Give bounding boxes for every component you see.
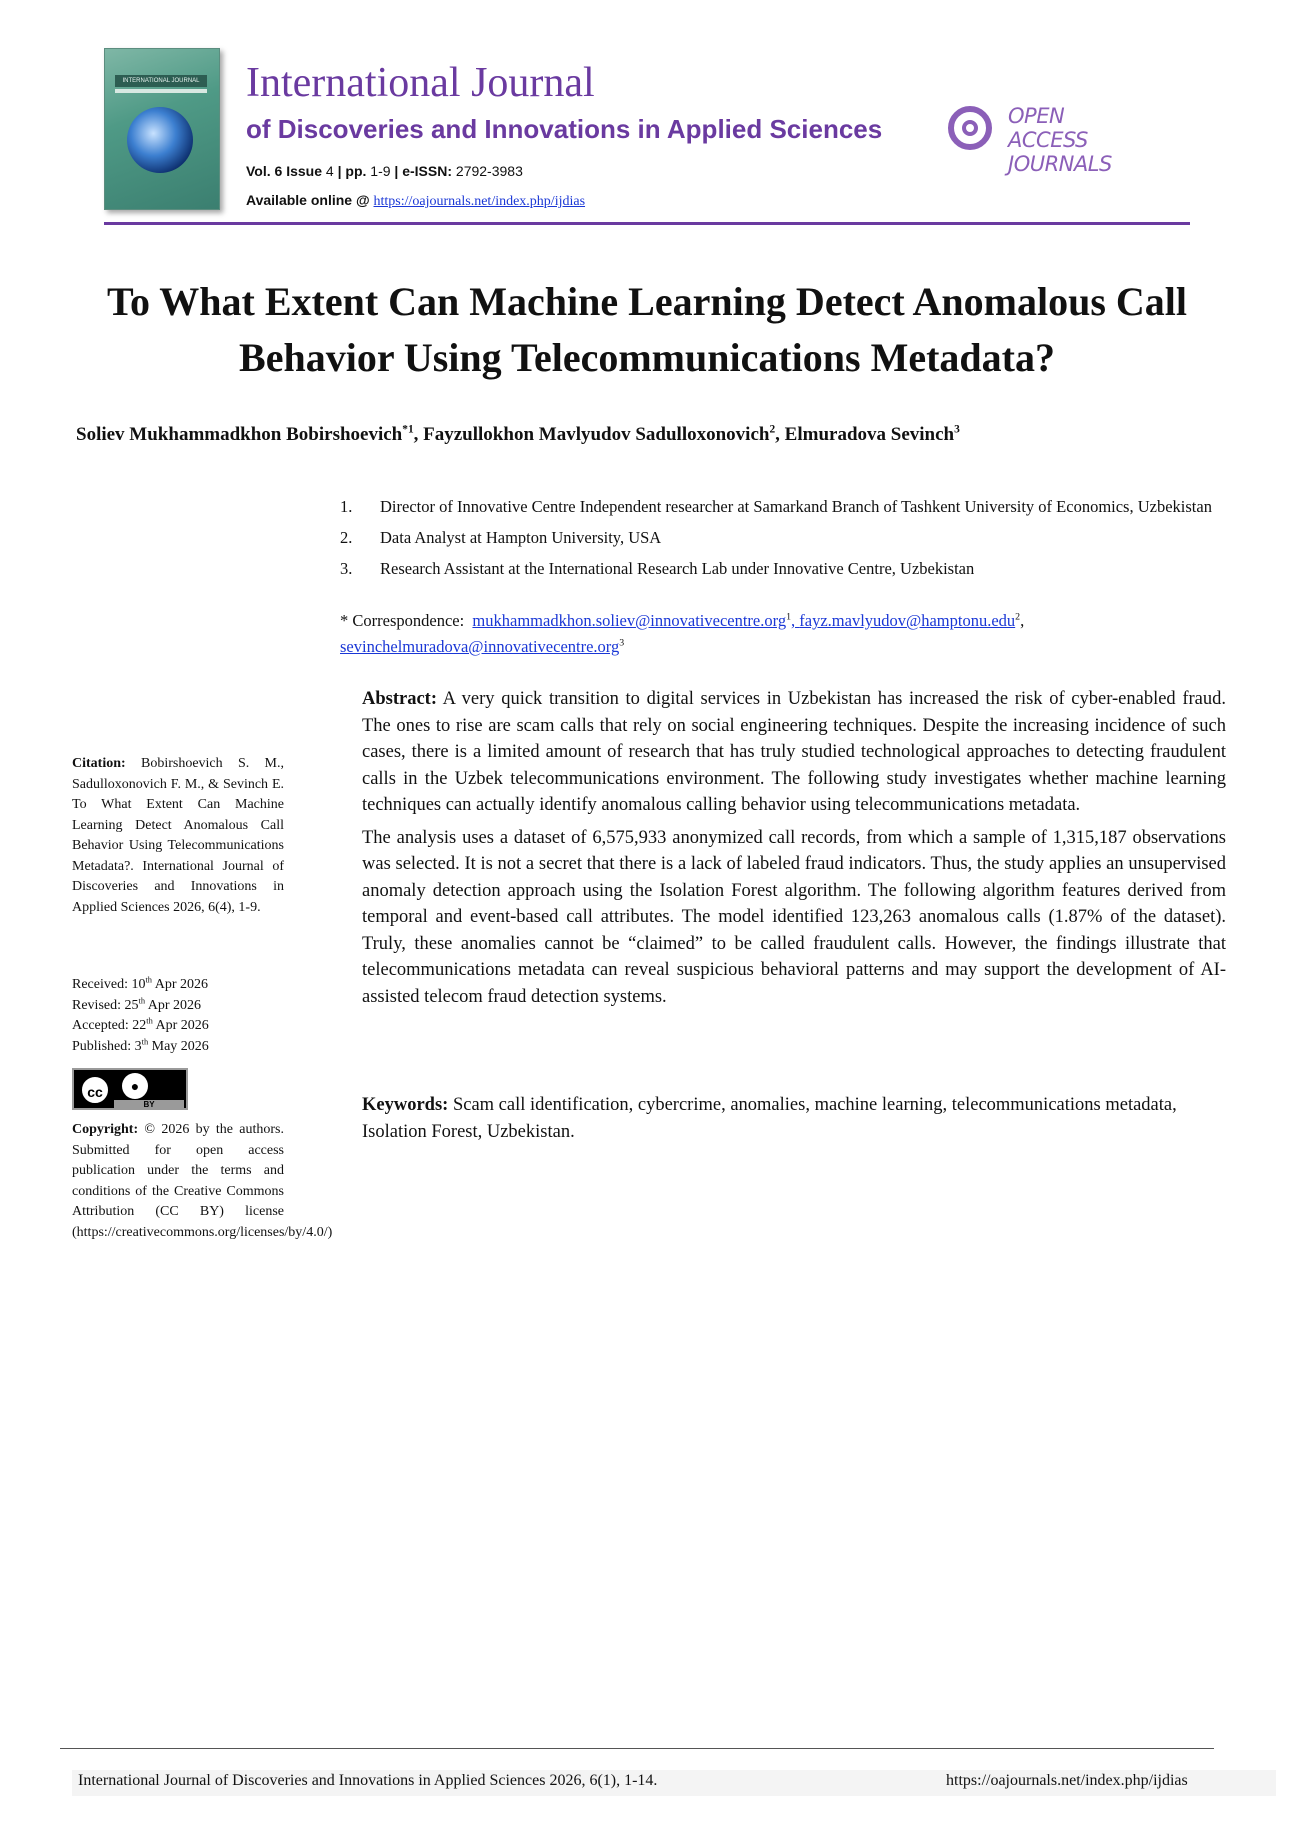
cc-icon: cc: [80, 1075, 110, 1105]
footer-url[interactable]: https://oajournals.net/index.php/ijdias: [946, 1772, 1188, 1789]
volume-info: Vol. 6 Issue 4 | pp. 1-9 | e-ISSN: 2792-3983: [246, 163, 523, 179]
cc-by-license-icon[interactable]: [72, 1068, 188, 1110]
citation-label: Citation:: [72, 756, 126, 771]
email-link[interactable]: fayz.mavlyudov@hamptonu.edu: [799, 611, 1016, 630]
affiliation-item: 1. Director of Innovative Centre Independent researcher at Samarkand Branch of Tashkent University of Economics, Uzbekistan: [340, 497, 1212, 516]
oa-line2: ACCESS JOURNALS: [1008, 128, 1112, 176]
author-name: Fayzullokhon Mavlyudov Sadulloxonovich: [423, 424, 770, 445]
abstract: [362, 686, 1226, 1016]
date-published: Published: 3th May 2026: [72, 1036, 209, 1054]
author-mark: 2: [769, 423, 776, 436]
citation-block: [72, 754, 284, 918]
affiliations: [340, 496, 1290, 589]
date-revised: Revised: 25th Apr 2026: [72, 995, 202, 1013]
journal-title: International Journal: [246, 60, 595, 106]
person-icon: ●: [122, 1073, 148, 1099]
eissn-label: e-ISSN:: [402, 163, 453, 179]
eissn: 2792-3983: [455, 163, 523, 179]
abstract-label: Abstract:: [362, 689, 438, 709]
author-name: Soliev Mukhammadkhon Bobirshoevich: [76, 424, 403, 445]
globe-icon: [127, 107, 193, 173]
date-received: Received: 10th Apr 2026: [72, 975, 208, 992]
footer-citation: International Journal of Discoveries and Innovations in Applied Sciences 2026, 6(1), 1-14.: [78, 1772, 658, 1789]
keywords: [362, 1092, 1226, 1145]
header-divider: [104, 222, 1190, 225]
copyright-block: [72, 1120, 333, 1243]
availability-line: [246, 192, 585, 210]
oa-ring-icon: [948, 106, 992, 150]
author-mark: 3: [954, 423, 960, 436]
affiliation-item: 2. Data Analyst at Hampton University, USA: [340, 528, 662, 547]
open-access-logo: [948, 100, 1178, 176]
copyright-text: © 2026 by the authors. Submitted for open access publication under the terms and conditions of the Creative Commons Attribution (CC BY) license (https://creativecommons.org/licenses/by/4.0/): [72, 1122, 333, 1240]
copyright-label: Copyright:: [72, 1122, 139, 1137]
paper-title: To What Extent Can Machine Learning Detect Anomalous Call Behavior Using Telecommunications Metadata?: [106, 279, 1188, 380]
footer-divider: [60, 1748, 1214, 1749]
journal-url-link[interactable]: https://oajournals.net/index.php/ijdias: [373, 194, 586, 209]
vol-label: Vol. 6 Issue: [246, 163, 322, 179]
cover-caption: INTERNATIONAL JOURNAL: [115, 75, 207, 87]
journal-subtitle: of Discoveries and Innovations in Applied Sciences: [246, 114, 883, 144]
correspondence: * Correspondence: mukhammadkhon.soliev@innovativecentre.org$^1$, fayz.mavlyudov@hamptonu.edu$^2$, sevinchelmuradova@innovativecentre.org$^3$: [340, 611, 1025, 656]
by-label: BY: [114, 1100, 184, 1109]
publication-dates: [72, 975, 284, 1057]
available-label: Available online @: [246, 192, 370, 208]
cover-stripe: [115, 89, 207, 93]
pp-label: pp.: [345, 163, 367, 179]
abstract-paragraph: The analysis uses a dataset of 6,575,933 anonymized call records, from which a sample of 1,315,187 observations was selected. It is not a secret that there is a lack of labeled fraud indicators. Thus, the study applies an unsupervised anomaly detection approach using the Isolation Forest algorithm. The following algorithm features derived from temporal and event-based call attributes. The model identified 123,263 anomalous calls (1.87% of the dataset). Truly, these anomalies cannot be “claimed” to be called fraudulent calls. However, the findings illustrate that telecommunications metadata can reveal suspicious behavioral patterns and may support the development of AI-assisted telecom fraud detection systems.: [362, 827, 1226, 1007]
oa-line1: OPEN: [1008, 104, 1065, 128]
email-link[interactable]: sevinchelmuradova@innovativecentre.org: [340, 637, 620, 656]
author-name: Elmuradova Sevinch: [784, 424, 955, 445]
correspondence-label: * Correspondence:: [340, 611, 465, 630]
author-mark: *1: [402, 423, 414, 436]
abstract-paragraph: Abstract: A very quick transition to digital services in Uzbekistan has increased the risk of cyber-enabled fraud. The ones to rise are scam calls that rely on social engineering techniques. Despite the increasing incidence of such cases, there is a limited amount of research that has truly studied technological approaches to detecting fraudulent calls in the Uzbek telecommunications environment. The following study investigates whether machine learning techniques can actually identify anomalous calling behavior using telecommunications metadata.: [362, 689, 1227, 815]
affiliation-item: 3. Research Assistant at the International Research Lab under Innovative Centre, Uzbekistan: [340, 559, 975, 578]
pages: 1-9: [370, 163, 391, 179]
citation-text: Bobirshoevich S. M., Sadulloxonovich F. M., & Sevinch E. To What Extent Can Machine Learning Detect Anomalous Call Behavior Using Telecommunications Metadata?. International Journal of Discoveries and Innovations in Applied Sciences 2026, 6(4), 1-9.: [72, 756, 284, 915]
date-accepted: Accepted: 22th Apr 2026: [72, 1016, 209, 1033]
vol-issue: 4: [325, 163, 334, 179]
keywords-label: Keywords:: [362, 1095, 449, 1115]
email-link[interactable]: mukhammadkhon.soliev@innovativecentre.org: [472, 611, 787, 630]
journal-cover-image: [104, 48, 220, 210]
keywords-text: Scam call identification, cybercrime, anomalies, machine learning, telecommunications metadata, Isolation Forest, Uzbekistan.: [362, 1095, 1177, 1142]
author-list: Soliev Mukhammadkhon Bobirshoevich$^{*1}$, Fayzullokhon Mavlyudov Sadulloxonovich$^2$, Elmuradova Sevinch$^3$: [76, 423, 960, 445]
